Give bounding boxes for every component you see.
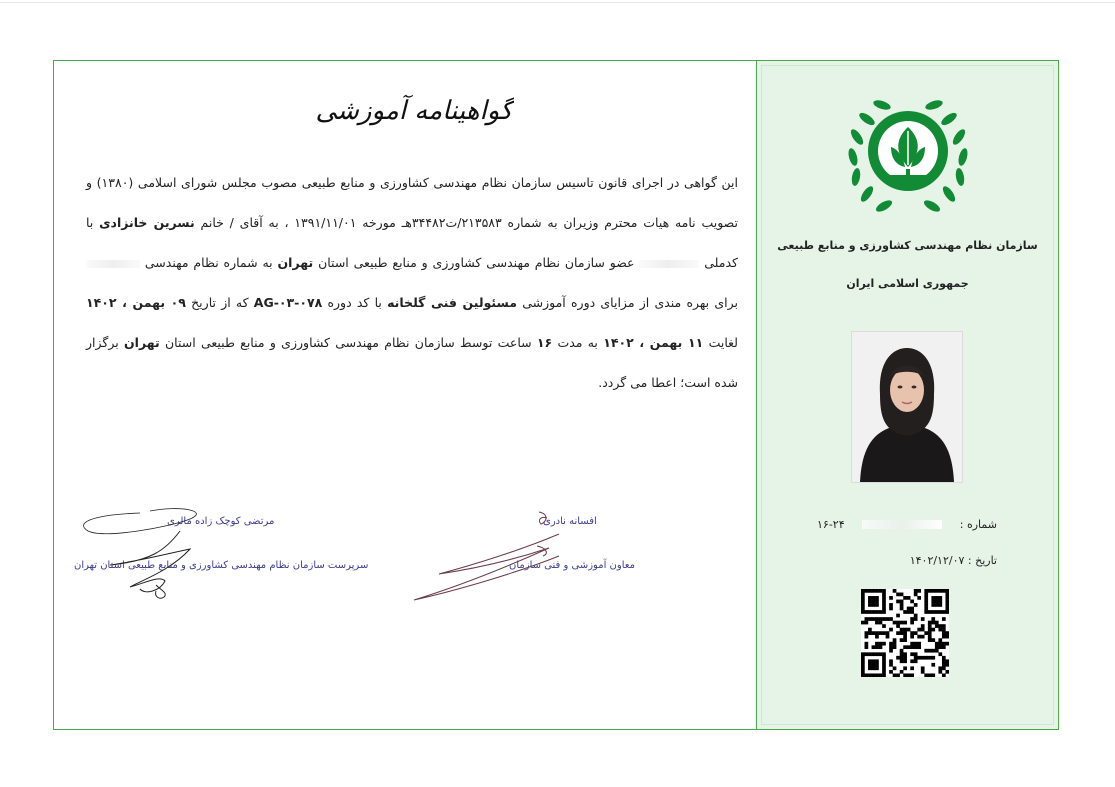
date-value: ۱۴۰۲/۱۲/۰۷ — [909, 554, 965, 567]
title-text: گواهینامه آموزشی — [315, 96, 513, 126]
body-member-text: عضو سازمان نظام مهندسی کشاورزی و منابع طبیعی استان — [318, 255, 635, 270]
body-engineering-number-label: به شماره نظام مهندسی — [144, 255, 273, 270]
certificate-date — [817, 554, 997, 567]
left-signature-icon — [70, 501, 240, 601]
portrait-icon — [852, 332, 962, 482]
body-intro: این گواهی در اجرای قانون تاسیس سازمان نظام مهندسی کشاورزی و منابع طبیعی مصوب مجلس شورای اسلامی (۱۳۸۰) و تصویب نامه هیات محترم وزیران به شماره ۲۱۳۵۸۳/ت۳۴۴۸۲هـ مورخه ۱۳۹۱/۱۱/۰۱ ، به آقای / خانم — [86, 175, 739, 230]
province-name: تهران — [277, 255, 314, 270]
course-start-date: ۰۹ بهمن ، ۱۴۰۲ — [86, 295, 186, 310]
right-signer-name: افسانه نادری — [543, 516, 597, 527]
sidebar-org-country: جمهوری اسلامی ایران — [846, 277, 969, 290]
course-code: AG-۰۳-۰۷۸ — [253, 295, 323, 310]
body-benefit-text: برای بهره مندی از مزایای دوره آموزشی — [522, 295, 738, 310]
course-name: مسئولین فنی گلخانه — [387, 295, 517, 310]
page-top-rule — [0, 2, 1115, 3]
course-hours: ۱۶ — [536, 335, 553, 350]
number-label: شماره : — [959, 518, 997, 531]
organizer-province: تهران — [124, 335, 160, 350]
redacted-national-id — [639, 260, 699, 268]
certificate-sidebar — [756, 61, 1058, 729]
certificate-title — [314, 81, 514, 141]
redacted-number — [862, 520, 942, 529]
left-signer-name: مرتضی کوچک زاده مالری — [167, 516, 275, 527]
certificate-body — [86, 163, 738, 403]
certificate-number — [817, 518, 997, 531]
body-organizer-text: ساعت توسط سازمان نظام مهندسی کشاورزی و منابع طبیعی استان — [164, 335, 532, 350]
holder-name: نسرین خانزادی — [99, 215, 195, 230]
right-signature-icon — [409, 506, 569, 606]
date-label: تاریخ : — [967, 554, 997, 567]
body-duration-label: به مدت — [557, 335, 598, 350]
certificate — [53, 60, 1059, 730]
holder-photo — [851, 331, 963, 483]
course-end-date: ۱۱ بهمن ، ۱۴۰۲ — [603, 335, 704, 350]
organization-logo-icon — [843, 87, 973, 217]
qr-code-icon[interactable] — [861, 589, 949, 677]
body-from-label: که از تاریخ — [191, 295, 249, 310]
body-course-code-label: با کد دوره — [327, 295, 382, 310]
body-closing: برگزار شده است؛ اعطا می گردد. — [86, 335, 738, 390]
body-to-label: لغایت — [708, 335, 738, 350]
right-signer-title: معاون آموزشی و فنی سازمان — [509, 560, 635, 571]
sidebar-org-name: سازمان نظام مهندسی کشاورزی و منابع طبیعی — [777, 239, 1038, 252]
left-signer-title: سرپرست سازمان نظام مهندسی کشاورزی و منابع طبیعی استان تهران — [74, 560, 369, 571]
number-value: ۱۶-۲۴ — [817, 518, 845, 531]
body-national-id-label: با کدملی — [86, 215, 738, 270]
redacted-engineering-number — [86, 260, 140, 268]
